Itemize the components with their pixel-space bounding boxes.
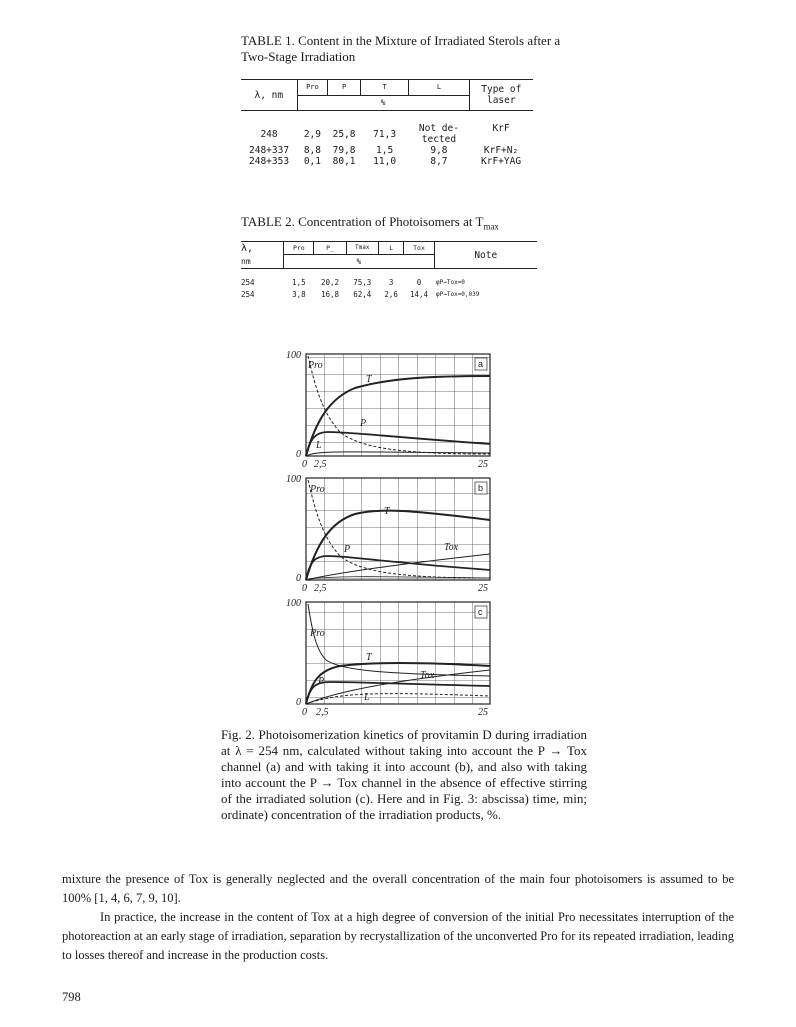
t2-h-tmax: Tmax [346,242,378,255]
t1-r0-l: Not de- tected [418,123,459,145]
panel-c-origin-x: 0 [302,707,307,718]
t2-r1-tmax: 62,4 [353,290,372,299]
panel-a-xend: 25 [478,459,488,470]
t2-h-tox: Tox [404,242,434,255]
t2-h-pro: Pro [284,242,314,255]
panel-c-xmid: 2,5 [316,707,329,718]
t1-h-p: P [328,80,361,96]
panel-c [286,598,490,718]
panel-b-label-t: T [384,506,390,517]
panel-c-label-t: T [366,652,372,663]
panel-b-origin-x: 0 [302,583,307,594]
panel-a-label-t: T [366,374,372,385]
t1-r0-type: KrF [492,123,510,134]
t1-r1-p: 79,8 [332,145,356,156]
t1-r2-l: 8,7 [430,156,448,167]
t1-r2-t: 11,0 [373,156,397,167]
t1-h-t: T [360,80,408,96]
panel-b-ytop: 100 [286,474,301,485]
figure-caption: Fig. 2. Photoisomerization kinetics of provitamin D during irradiation at λ = 254 nm, calculated without taking into account the P → Tox channel (a) and with taking it into account (b), and also with taking into account the P → Tox channel in the absence of effective stirring of the irradiated solution (c). Here and in Fig. 3: abscissa) time, min; ordinate) concentration of the irradiation products, %. [221,727,587,822]
t2-h-p: P_ [314,242,346,255]
panel-b-xmid: 2,5 [314,583,327,594]
panel-c-origin-y: 0 [296,697,301,708]
panel-a-origin-x: 0 [302,459,307,470]
t1-r2-p: 80,1 [332,156,356,167]
t2-h-note: Note [434,242,537,269]
panel-b-label-tox: Tox [444,542,459,553]
panel-a [286,350,490,470]
t1-r0-lambda: 248 [260,128,278,140]
panel-a-origin-y: 0 [296,449,301,460]
table2 [241,241,537,299]
panel-b-label-p: P [344,544,351,555]
t1-r2-type: KrF+YAG [481,156,522,167]
table2-caption-main: TABLE 2. Concentration of Photoisomers at T [241,214,484,229]
t2-h-nm: nm [241,254,284,269]
panel-c-xend: 25 [478,707,488,718]
panel-c-label-l: L [364,692,370,703]
panel-a-ytop: 100 [286,350,301,361]
t2-r1-pro: 3,8 [292,290,306,299]
t2-r1-tox: 14,4 [409,290,429,299]
panel-a-letter: a [478,359,484,369]
t1-r1-pro: 8,8 [303,145,321,156]
t2-r1-lambda: 254 [241,290,255,299]
figure-2 [280,340,510,720]
t1-r0-p: 25,8 [332,128,356,140]
panel-a-frame [306,354,490,456]
t2-r0-l: 3 [388,278,394,287]
table2-caption [241,214,571,235]
t1-h-pro: Pro [297,80,328,96]
t2-h-lambda: λ, [241,242,254,254]
t1-h-l: L [409,80,469,96]
panel-c-frame [306,602,490,704]
t1-r1-t: 1,5 [376,145,394,156]
panel-c-label-p: P [318,676,325,687]
t1-h-percent: % [297,95,469,111]
t2-r1-p: 16,8 [320,290,340,299]
t2-r0-lambda: 254 [241,278,255,287]
t1-r0-pro: 2,9 [303,128,321,140]
t2-r1-note: φP→Tox=0,039 [436,291,480,298]
table1 [241,79,533,167]
panel-b-label-pro: Pro [310,484,325,495]
t2-r0-p: 20,2 [320,278,340,287]
page-number: 798 [62,990,81,1004]
panel-b [286,474,490,594]
panel-a-xmid: 2,5 [314,459,327,470]
paragraph-2: In practice, the increase in the content of Tox at a high degree of conversion of the initial Pro necessitates interruption of the photoreaction at an early stage of irradiation, separation by recrystallization of the unconverted Pro for its repeated irradiation, leading to losses thereof and increase in the production costs. [62,910,734,962]
paragraph-1: mixture the presence of Tox is generally neglected and the overall concentration of the main four photoisomers is assumed to be 100% [1, 4, 6, 7, 9, 10]. [62,872,734,905]
panel-a-label-pro: Pro [308,360,323,371]
panel-b-origin-y: 0 [296,573,301,584]
panel-c-label-pro: Pro [310,628,325,639]
table1-caption: TABLE 1. Content in the Mixture of Irradiated Sterols after a Two-Stage Irradiation [241,33,561,64]
t2-r0-tox: 0 [416,278,422,287]
table2-caption-sub: max [483,221,499,232]
t1-h-type: Type of laser [469,80,533,111]
t1-h-lambda: λ, nm [241,80,297,111]
t1-r1-type: KrF+N₂ [483,145,519,156]
t1-r1-lambda: 248+337 [249,144,290,156]
t2-h-l: L [378,242,404,255]
t2-h-percent: % [284,254,434,269]
panel-c-label-tox: Tox [420,670,435,681]
t1-r2-lambda: 248+353 [249,155,290,167]
t1-r1-l: 9,8 [430,145,448,156]
panel-a-label-p: P [360,418,367,429]
t2-r1-l: 2,6 [384,290,398,299]
panel-b-letter: b [478,483,484,493]
panel-a-label-l: L [316,440,322,451]
panel-b-xend: 25 [478,583,488,594]
t2-r0-note: φP→Tox=0 [436,279,465,286]
panel-c-letter: c [478,607,483,617]
t2-r0-pro: 1,5 [292,278,306,287]
panel-c-ytop: 100 [286,598,301,609]
t2-r0-tmax: 75,3 [353,278,372,287]
t1-r0-t: 71,3 [373,128,397,140]
t1-r2-pro: 0,1 [303,156,321,167]
